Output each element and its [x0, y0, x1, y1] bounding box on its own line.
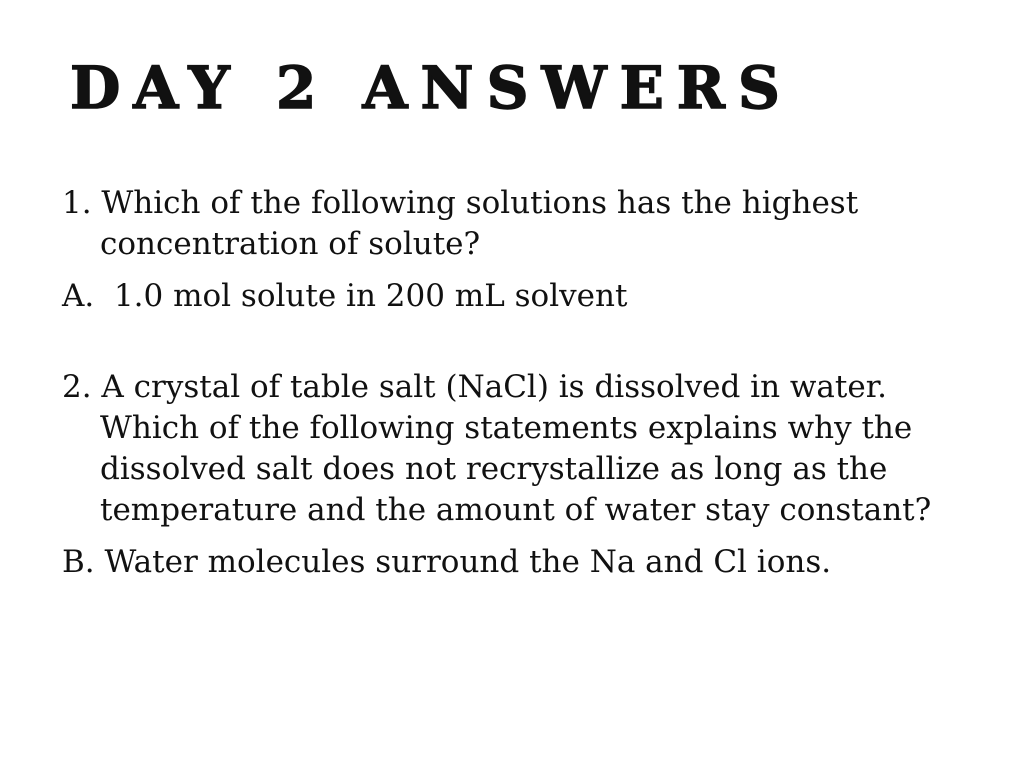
question-block-2	[62, 367, 962, 583]
answer-1: A. 1.0 mol solute in 200 mL solvent	[62, 278, 628, 314]
question-1: 1. Which of the following solutions has the highest concentration of solute?	[62, 185, 859, 262]
question-2: 2. A crystal of table salt (NaCl) is dissolved in water. Which of the following statements explains why the dissolved salt does not recrystallize as long as the temperature and the amount of water stay constant?	[62, 369, 932, 528]
slide-content	[62, 183, 962, 583]
slide-title: DAY 2 ANSWERS	[70, 54, 793, 122]
question-block-1	[62, 183, 962, 317]
answer-2: B. Water molecules surround the Na and Cl ions.	[62, 544, 832, 580]
